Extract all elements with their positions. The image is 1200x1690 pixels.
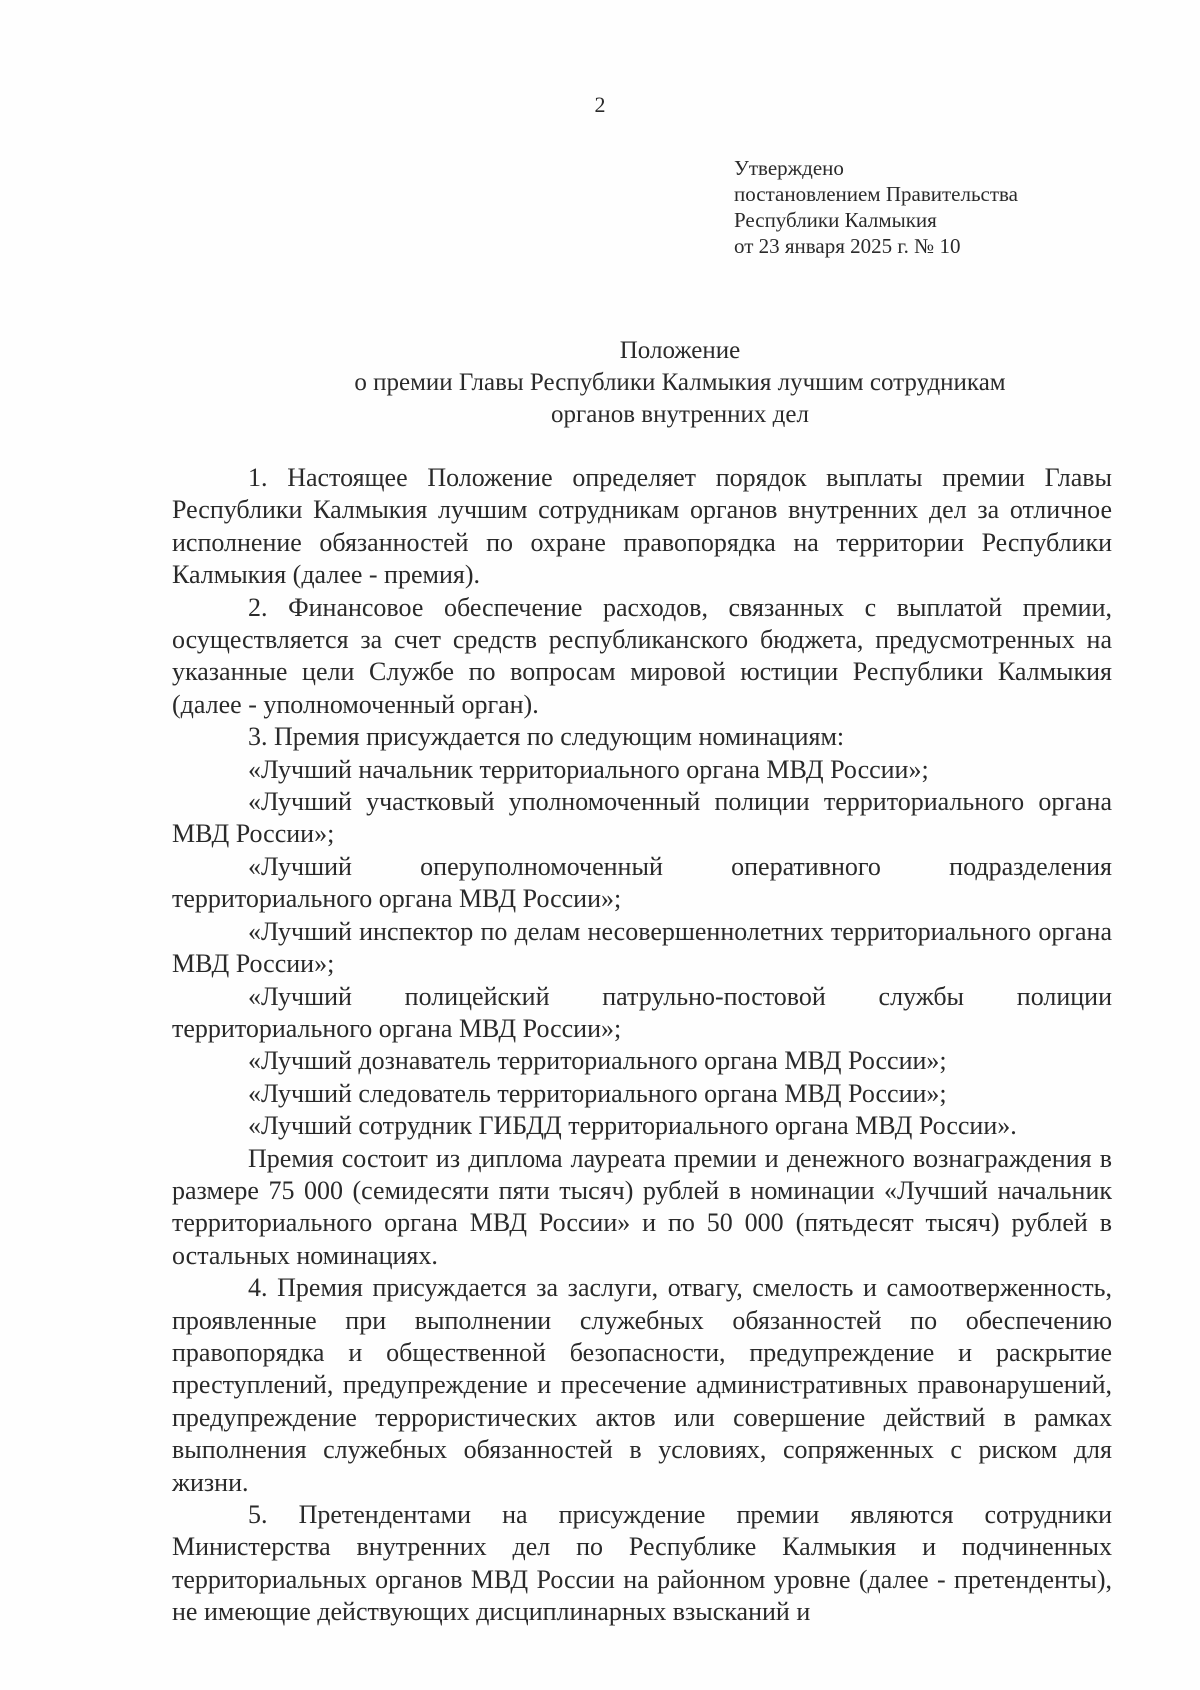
nomination-item: «Лучший инспектор по делам несовершеннолетних территориального органа МВД России»;: [172, 916, 1112, 979]
paragraph: 3. Премия присуждается по следующим номинациям:: [248, 722, 845, 752]
title-heading: Положение: [619, 337, 741, 364]
approval-line: Утверждено: [734, 156, 844, 180]
paragraph: 4. Премия присуждается за заслуги, отвагу, смелость и самоотверженность, проявленные при выполнении служебных обязанностей по обеспечению правопорядка и общественной безопасности, предупреждение и раскрытие преступлений, предупреждение и пресечение административных правонарушений, предупреждение террористических актов или совершение действий в рамках выполнения служебных обязанностей в условиях, сопряженных с риском для жизни.: [172, 1273, 1112, 1497]
approval-line: Республики Калмыкия: [734, 208, 937, 232]
document-title: [300, 335, 1060, 431]
nomination-item: «Лучший полицейский патрульно-постовой службы полиции территориального органа МВД России»;: [172, 981, 1112, 1043]
paragraph: Премия состоит из диплома лауреата премии и денежного вознаграждения в размере 75 000 (семидесяти пяти тысяч) рублей в номинации «Лучший начальник территориального органа МВД России» и по 50 000 (пятьдесят тысяч) рублей в остальных номинациях.: [172, 1143, 1112, 1270]
paragraph: 5. Претендентами на присуждение премии являются сотрудники Министерства внутренних дел по Республике Калмыкия и подчиненных территориальных органов МВД России на районном уровне (далее - претенденты), не имеющие действующих дисциплинарных взысканий и: [172, 1500, 1112, 1627]
paragraph: 2. Финансовое обеспечение расходов, связанных с выплатой премии, осуществляется за счет средств республиканского бюджета, предусмотренных на указанные цели Службе по вопросам мировой юстиции Республики Калмыкия (далее - уполномоченный орган).: [172, 592, 1112, 719]
page-number: 2: [594, 92, 606, 117]
nomination-item: «Лучший следователь территориального органа МВД России»;: [248, 1078, 947, 1108]
nomination-item: «Лучший сотрудник ГИБДД территориального органа МВД России».: [248, 1111, 1017, 1141]
title-subject: о премии Главы Республики Калмыкия лучшим сотрудникам: [354, 369, 1006, 396]
nomination-item: «Лучший оперуполномоченный оперативного подразделения территориального органа МВД России»;: [172, 851, 1112, 914]
paragraph: 1. Настоящее Положение определяет порядок выплаты премии Главы Республики Калмыкия лучшим сотрудникам органов внутренних дел за отличное исполнение обязанностей по охране правопорядка на территории Республики Калмыкия (далее - премия).: [172, 463, 1112, 590]
title-subject: органов внутренних дел: [551, 401, 809, 428]
nomination-item: «Лучший дознаватель территориального органа МВД России»;: [248, 1046, 947, 1076]
approval-date-line: от 23 января 2025 г. № 10: [734, 234, 961, 258]
document-body: [172, 462, 1112, 1629]
nomination-item: «Лучший начальник территориального органа МВД России»;: [248, 754, 929, 784]
approval-stamp: [734, 155, 1018, 259]
nomination-item: «Лучший участковый уполномоченный полиции территориального органа МВД России»;: [172, 787, 1112, 849]
approval-line: постановлением Правительства: [734, 182, 1019, 206]
